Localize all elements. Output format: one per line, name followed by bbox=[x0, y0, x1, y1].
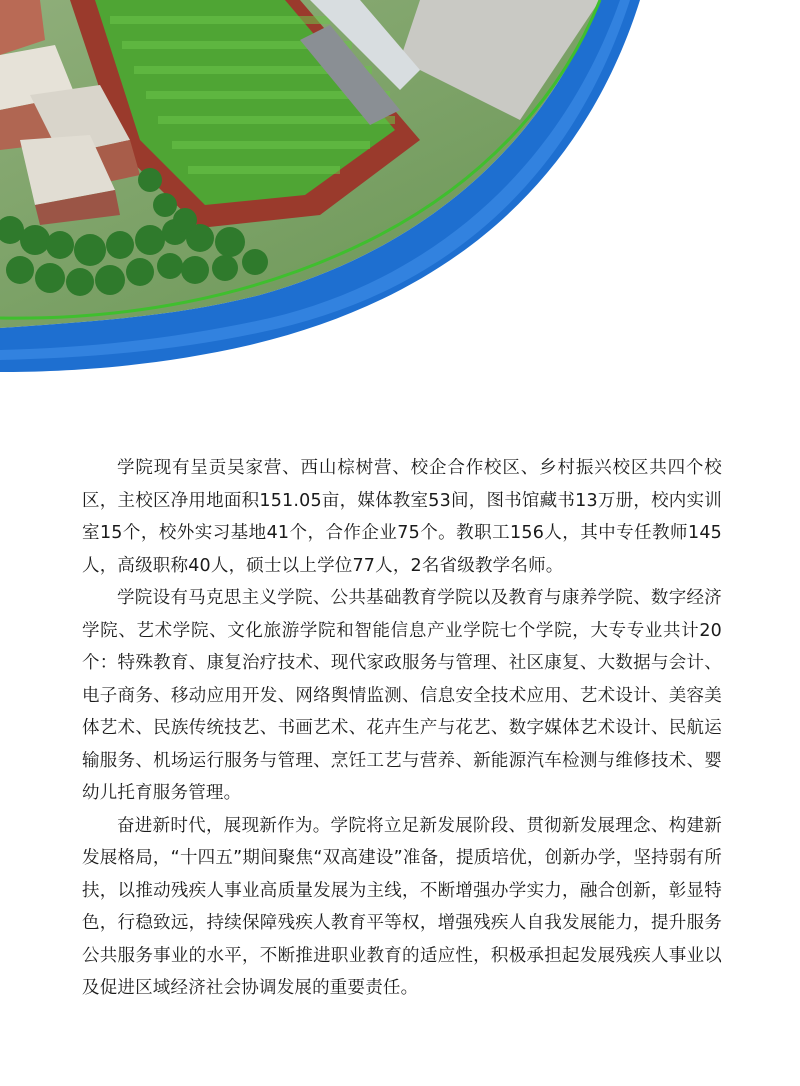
intro-text bbox=[82, 452, 722, 1005]
paragraph-campus-facilities: 学院现有呈贡吴家营、西山棕树营、校企合作校区、乡村振兴校区共四个校区，主校区净用地面积151.05亩，媒体教室53间，图书馆藏书13万册，校内实训室15个，校外实习基地41个，合作企业75个。教职工156人，其中专任教师145人，高级职称40人，硕士以上学位77人，2名省级教学名师。 bbox=[82, 458, 722, 576]
paragraph-development-goals: 奋进新时代，展现新作为。学院将立足新发展阶段、贯彻新发展理念、构建新发展格局，“十四五”期间聚焦“双高建设”准备，提质培优，创新办学，坚持弱有所扶，以推动残疾人事业高质量发展为主线，不断增强办学实力，融合创新，彰显特色，行稳致远，持续保障残疾人教育平等权，增强残疾人自我发展能力，提升服务公共服务事业的水平，不断推进职业教育的适应性，积极承担起发展残疾人事业以及促进区域经济社会协调发展的重要责任。 bbox=[82, 815, 722, 998]
campus-aerial-image bbox=[0, 0, 800, 380]
paragraph-colleges-majors: 学院设有马克思主义学院、公共基础教育学院以及教育与康养学院、数字经济学院、艺术学院、文化旅游学院和智能信息产业学院七个学院，大专专业共计20个：特殊教育、康复治疗技术、现代家政服务与管理、社区康复、大数据与会计、电子商务、移动应用开发、网络舆情监测、信息安全技术应用、艺术设计、美容美体艺术、民族传统技艺、书画艺术、花卉生产与花艺、数字媒体艺术设计、民航运输服务、机场运行服务与管理、烹饪工艺与营养、新能源汽车检测与维修技术、婴幼儿托育服务管理。 bbox=[82, 588, 722, 803]
